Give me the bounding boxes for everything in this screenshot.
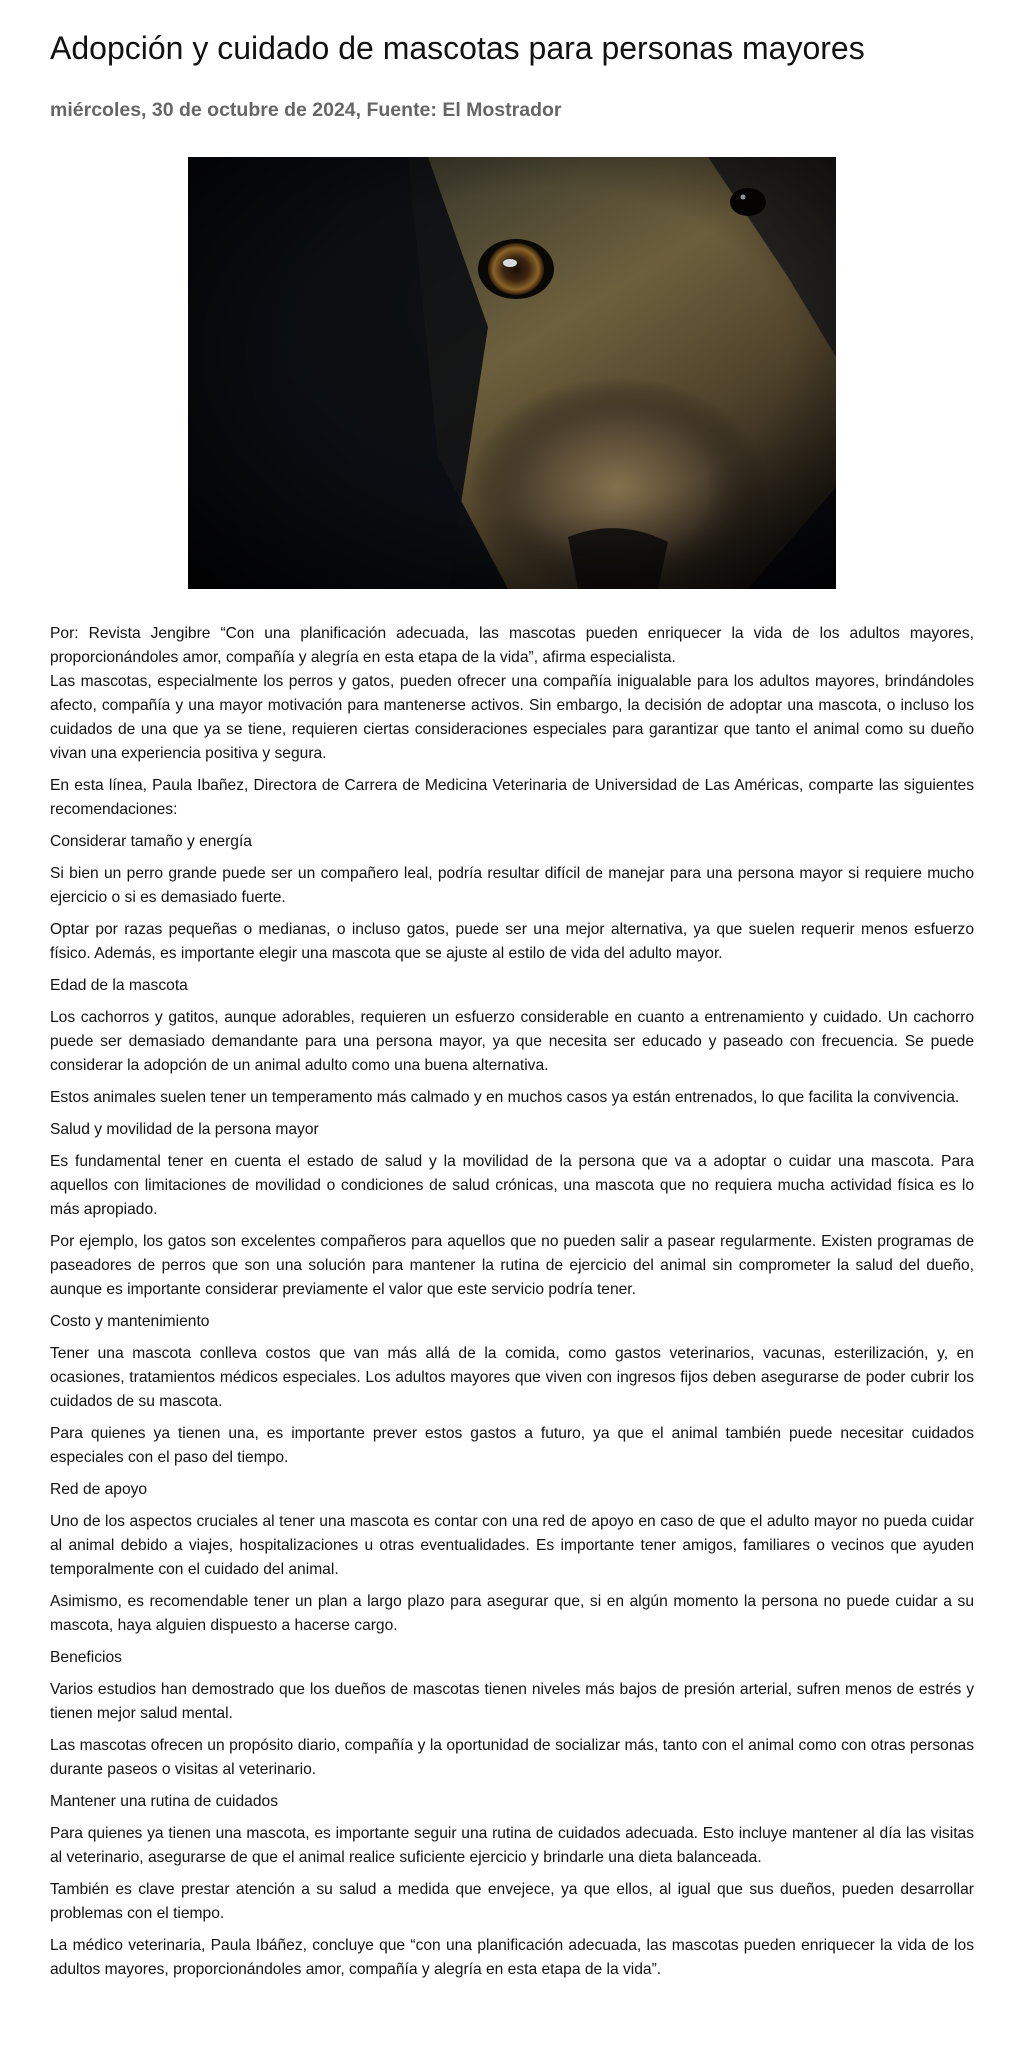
section-heading: Beneficios bbox=[50, 1649, 122, 1666]
section-heading: Mantener una rutina de cuidados bbox=[50, 1793, 278, 1810]
section-heading: Red de apoyo bbox=[50, 1481, 148, 1498]
article-paragraph: Los cachorros y gatitos, aunque adorables, requieren un esfuerzo considerable en cuanto a entrenamiento y cuidado. Un cachorro puede ser demasiado demandante para una persona mayor, ya que necesita ser educado y paseado con frecuencia. Se puede considerar la adopción de un animal adulto como una buena alternativa. bbox=[50, 1009, 974, 1074]
article-paragraph: Uno de los aspectos cruciales al tener una mascota es contar con una red de apoyo en caso de que el adulto mayor no pueda cuidar al animal debido a viajes, hospitalizaciones u otras eventualidades. Es importante tener amigos, familiares o vecinos que ayuden temporalmente con el cuidado del animal. bbox=[50, 1513, 974, 1578]
article-meta: miércoles, 30 de octubre de 2024, Fuente: El Mostrador bbox=[50, 99, 562, 121]
dog-face-image bbox=[188, 157, 836, 589]
article-paragraph: Asimismo, es recomendable tener un plan a largo plazo para asegurar que, si en algún momento la persona no puede cuidar a su mascota, haya alguien dispuesto a hacerse cargo. bbox=[50, 1593, 974, 1634]
article-paragraph: En esta línea, Paula Ibañez, Directora de Carrera de Medicina Veterinaria de Universidad de Las Américas, comparte las siguientes recomendaciones: bbox=[50, 777, 974, 818]
article-paragraph: La médico veterinaria, Paula Ibáñez, concluye que “con una planificación adecuada, las mascotas pueden enriquecer la vida de los adultos mayores, proporcionándoles amor, compañía y alegría en esta etapa de la vida”. bbox=[50, 1937, 974, 1978]
section-heading: Costo y mantenimiento bbox=[50, 1313, 210, 1330]
section-heading: Edad de la mascota bbox=[50, 977, 188, 994]
dog-photo bbox=[188, 157, 836, 589]
section-heading: Considerar tamaño y energía bbox=[50, 833, 252, 850]
article-paragraph: Optar por razas pequeñas o medianas, o incluso gatos, puede ser una mejor alternativa, ya que suelen requerir menos esfuerzo físico. Además, es importante elegir una mascota que se ajuste al estilo de vida del adulto mayor. bbox=[50, 921, 974, 962]
section-heading: Salud y movilidad de la persona mayor bbox=[50, 1121, 319, 1138]
article-paragraph: Para quienes ya tienen una mascota, es importante seguir una rutina de cuidados adecuada. Esto incluye mantener al día las visitas al veterinario, asegurarse de que el animal realice suficiente ejercicio y brindarle una dieta balanceada. bbox=[50, 1825, 974, 1866]
article-paragraph: Estos animales suelen tener un temperamento más calmado y en muchos casos ya están entrenados, lo que facilita la convivencia. bbox=[50, 1089, 960, 1106]
article-paragraph: También es clave prestar atención a su salud a medida que envejece, ya que ellos, al igual que sus dueños, pueden desarrollar problemas con el tiempo. bbox=[50, 1881, 974, 1922]
article-paragraph: Tener una mascota conlleva costos que van más allá de la comida, como gastos veterinarios, vacunas, esterilización, y, en ocasiones, tratamientos médicos especiales. Los adultos mayores que viven con ingresos fijos deben asegurarse de poder cubrir los cuidados de su mascota. bbox=[50, 1345, 974, 1410]
article-lead: Por: Revista Jengibre “Con una planificación adecuada, las mascotas pueden enriquecer la vida de los adultos mayores, proporcionándoles amor, compañía y alegría en esta etapa de la vida”, afirma especialista. bbox=[50, 625, 974, 666]
article-paragraph: Para quienes ya tienen una, es importante prever estos gastos a futuro, ya que el animal también puede necesitar cuidados especiales con el paso del tiempo. bbox=[50, 1425, 974, 1466]
article-paragraph: Las mascotas, especialmente los perros y gatos, pueden ofrecer una compañía inigualable para los adultos mayores, brindándoles afecto, compañía y una mayor motivación para mantenerse activos. Sin embargo, la decisión de adoptar una mascota, o incluso los cuidados de una que ya se tiene, requieren ciertas consideraciones especiales para garantizar que tanto el animal como su dueño vivan una experiencia positiva y segura. bbox=[50, 673, 974, 762]
article-paragraph: Varios estudios han demostrado que los dueños de mascotas tienen niveles más bajos de presión arterial, sufren menos de estrés y tienen mejor salud mental. bbox=[50, 1681, 974, 1722]
article-paragraph: Es fundamental tener en cuenta el estado de salud y la movilidad de la persona que va a adoptar o cuidar una mascota. Para aquellos con limitaciones de movilidad o condiciones de salud crónicas, una mascota que no requiera mucha actividad física es lo más apropiado. bbox=[50, 1153, 974, 1218]
article-body bbox=[50, 622, 974, 1982]
article-paragraph: Si bien un perro grande puede ser un compañero leal, podría resultar difícil de manejar para una persona mayor si requiere mucho ejercicio o si es demasiado fuerte. bbox=[50, 865, 974, 906]
article-paragraph: Las mascotas ofrecen un propósito diario, compañía y la oportunidad de socializar más, tanto con el animal como con otras personas durante paseos o visitas al veterinario. bbox=[50, 1737, 974, 1778]
article-paragraph: Por ejemplo, los gatos son excelentes compañeros para aquellos que no pueden salir a pasear regularmente. Existen programas de paseadores de perros que son una solución para mantener la rutina de ejercicio del animal sin comprometer la salud del dueño, aunque es importante considerar previamente el valor que este servicio podría tener. bbox=[50, 1233, 974, 1298]
article-title: Adopción y cuidado de mascotas para personas mayores bbox=[50, 30, 865, 66]
